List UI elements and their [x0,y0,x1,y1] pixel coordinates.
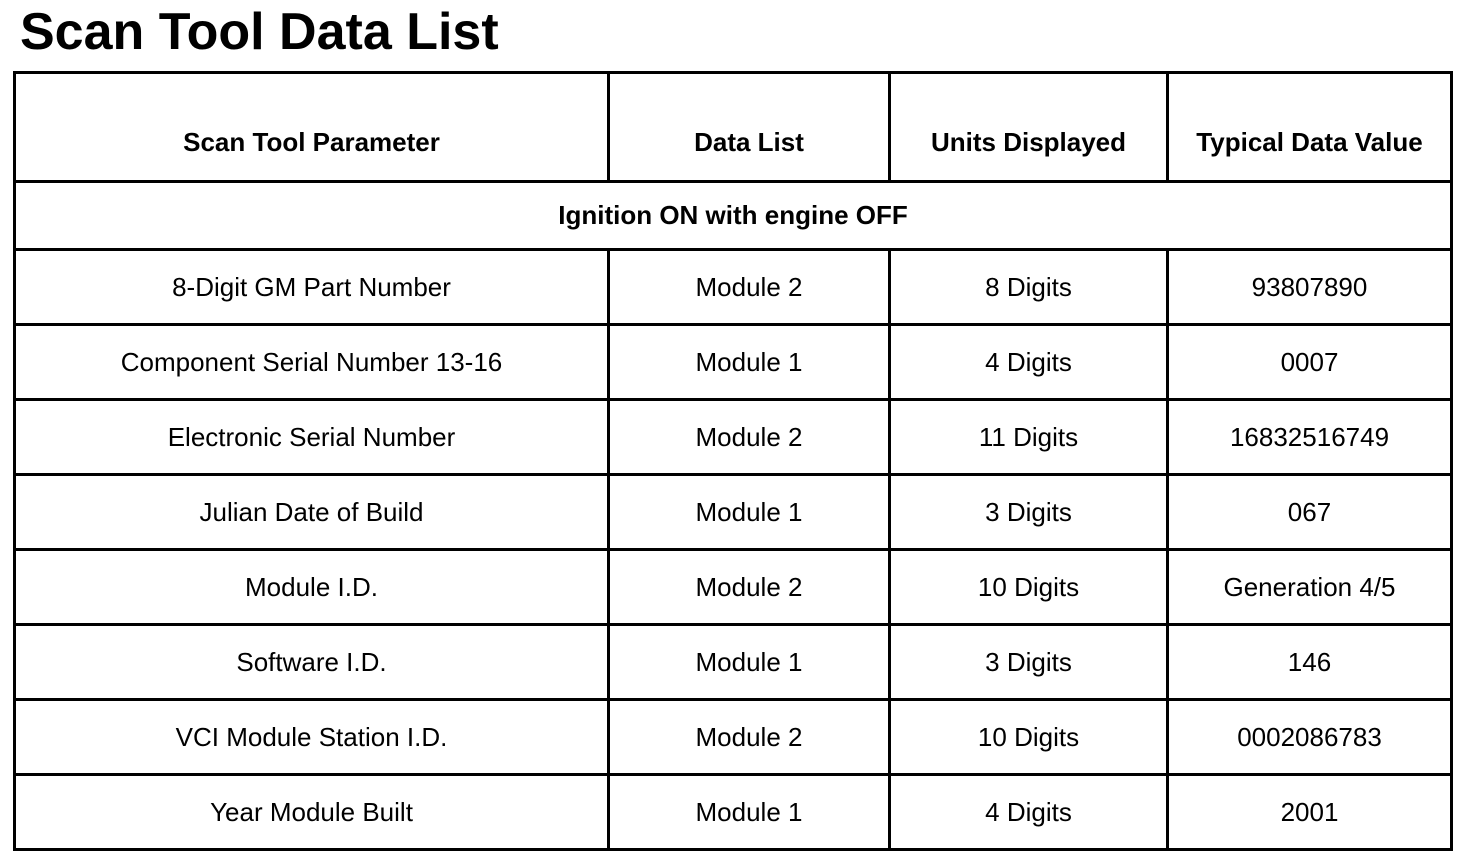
cell-parameter: 8-Digit GM Part Number [15,250,609,325]
table-row [15,625,1452,700]
table-header-row [15,73,1452,182]
scan-tool-data-table [13,71,1453,851]
header-typical-data-value: Typical Data Value [1168,73,1452,182]
section-row [15,182,1452,250]
cell-typical-value: Generation 4/5 [1168,550,1452,625]
cell-parameter: Year Module Built [15,775,609,850]
header-scan-tool-parameter: Scan Tool Parameter [15,73,609,182]
header-units-displayed: Units Displayed [890,73,1168,182]
cell-typical-value: 2001 [1168,775,1452,850]
cell-typical-value: 0002086783 [1168,700,1452,775]
cell-typical-value: 067 [1168,475,1452,550]
cell-units: 4 Digits [890,325,1168,400]
cell-data-list: Module 2 [609,250,890,325]
cell-units: 10 Digits [890,550,1168,625]
page-title: Scan Tool Data List [20,3,499,61]
cell-parameter: VCI Module Station I.D. [15,700,609,775]
cell-data-list: Module 1 [609,775,890,850]
section-label: Ignition ON with engine OFF [15,182,1452,250]
table-row [15,550,1452,625]
cell-parameter: Electronic Serial Number [15,400,609,475]
cell-parameter: Julian Date of Build [15,475,609,550]
cell-data-list: Module 1 [609,475,890,550]
table-row [15,775,1452,850]
cell-data-list: Module 2 [609,400,890,475]
cell-data-list: Module 1 [609,325,890,400]
cell-typical-value: 16832516749 [1168,400,1452,475]
cell-units: 10 Digits [890,700,1168,775]
table-row [15,475,1452,550]
cell-parameter: Module I.D. [15,550,609,625]
cell-parameter: Software I.D. [15,625,609,700]
cell-units: 11 Digits [890,400,1168,475]
cell-data-list: Module 2 [609,700,890,775]
table-row [15,400,1452,475]
cell-units: 4 Digits [890,775,1168,850]
table-body [15,250,1452,850]
cell-data-list: Module 1 [609,625,890,700]
cell-units: 3 Digits [890,625,1168,700]
table-row [15,250,1452,325]
cell-units: 3 Digits [890,475,1168,550]
cell-parameter: Component Serial Number 13-16 [15,325,609,400]
cell-typical-value: 0007 [1168,325,1452,400]
header-data-list: Data List [609,73,890,182]
cell-typical-value: 93807890 [1168,250,1452,325]
table-row [15,325,1452,400]
cell-typical-value: 146 [1168,625,1452,700]
cell-units: 8 Digits [890,250,1168,325]
table-row [15,700,1452,775]
cell-data-list: Module 2 [609,550,890,625]
